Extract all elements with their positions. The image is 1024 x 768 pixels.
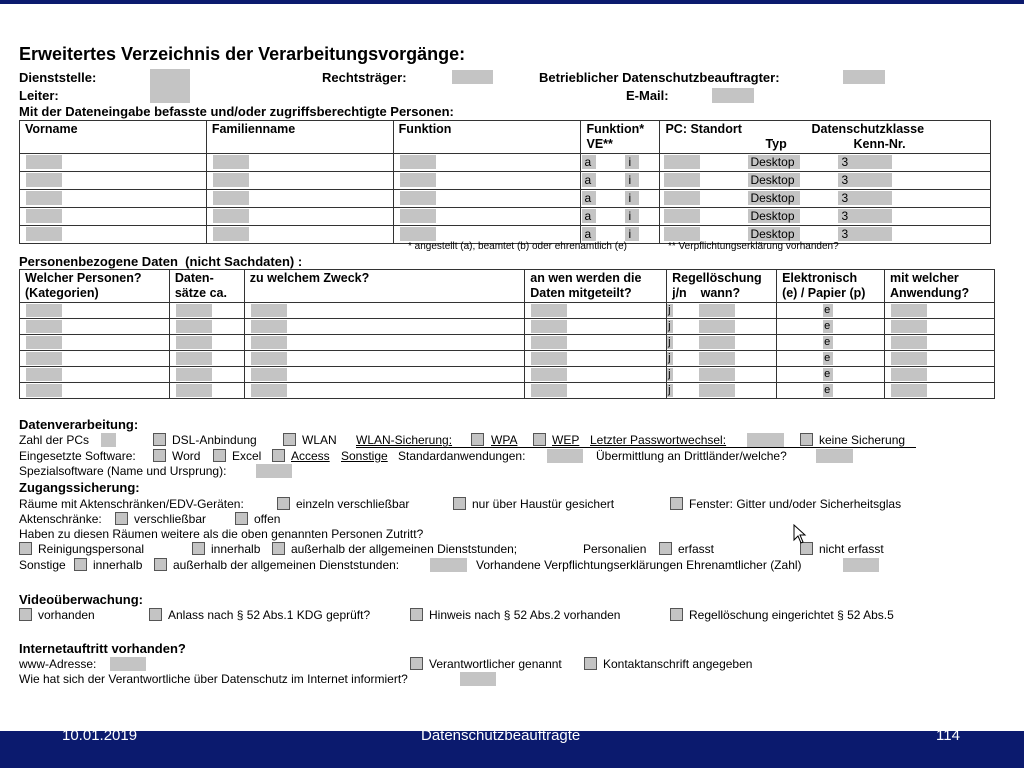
verschliessbar-label: verschließbar — [134, 512, 207, 526]
empfaenger-field[interactable] — [531, 336, 567, 349]
nicht-erfasst-label: nicht erfasst — [819, 542, 884, 556]
anwendung-cell[interactable] — [885, 319, 995, 335]
personen-field[interactable] — [26, 304, 62, 317]
pc-standort-label: PC: Standort — [665, 122, 742, 136]
typ-value: Desktop — [750, 155, 795, 169]
elektronisch-value: e — [824, 304, 831, 316]
wann-field[interactable] — [699, 304, 735, 317]
reinigung-label: Reinigungspersonal — [38, 542, 145, 556]
elektronisch-value: e — [824, 384, 831, 396]
mouse-pointer-icon — [793, 524, 807, 549]
datensaetze-field[interactable] — [176, 384, 212, 397]
h-regelloeschung: Regellöschung — [672, 271, 762, 285]
ve-i-value: i — [628, 173, 632, 187]
dsb-label: Betrieblicher Datenschutzbeauftragter: — [539, 70, 780, 85]
datensaetze-cell[interactable] — [169, 383, 244, 399]
anwendung-cell[interactable] — [885, 351, 995, 367]
daten-row — [20, 303, 995, 319]
elektronisch-cell[interactable] — [777, 367, 885, 383]
pc-standort-field[interactable] — [664, 155, 700, 169]
verschliessbar-checkbox[interactable] — [115, 512, 128, 525]
personen-cell[interactable] — [20, 319, 170, 335]
innerhalb2-checkbox[interactable] — [74, 558, 87, 571]
h-papier: (e) / Papier (p) — [782, 286, 866, 300]
col-vorname: Vorname — [20, 121, 207, 154]
anwendung-cell[interactable] — [885, 383, 995, 399]
datensaetze-field[interactable] — [176, 304, 212, 317]
regelloeschung-cell[interactable] — [667, 335, 777, 351]
wann-field[interactable] — [699, 368, 735, 381]
empfaenger-cell[interactable] — [525, 383, 667, 399]
personen-row — [20, 208, 991, 226]
h-an-wen: an wen werden die — [530, 271, 642, 285]
col-empfaenger — [525, 270, 667, 303]
funktion-cell[interactable] — [393, 172, 581, 190]
personen-row — [20, 190, 991, 208]
ve-i-value: i — [628, 227, 632, 241]
wpa-label: WPA — [491, 433, 518, 447]
pc-cell[interactable] — [660, 190, 991, 208]
zweck-cell[interactable] — [244, 303, 524, 319]
col-regelloeschung — [667, 270, 777, 303]
dsb-field[interactable] — [843, 70, 885, 84]
col-funktion: Funktion — [393, 121, 581, 154]
section2-title — [19, 254, 302, 269]
kontakt-checkbox[interactable] — [584, 657, 597, 670]
regel-label: Regellöschung eingerichtet § 52 Abs.5 — [689, 608, 894, 622]
datensaetze-field[interactable] — [176, 320, 212, 333]
dsl-checkbox[interactable] — [153, 433, 166, 446]
h-saetze: sätze ca. — [174, 286, 227, 300]
anwendung-cell[interactable] — [885, 303, 995, 319]
zahl-pcs-field[interactable] — [101, 433, 116, 447]
empfaenger-cell[interactable] — [525, 335, 667, 351]
daten-row — [20, 351, 995, 367]
note-verpflichtung: ** Verpflichtungserklärung vorhanden? — [668, 241, 839, 252]
wlan-checkbox[interactable] — [283, 433, 296, 446]
pc-cell[interactable] — [660, 154, 991, 172]
h-daten: Daten- — [174, 271, 214, 285]
wlan-sicherung-label: WLAN-Sicherung: — [356, 433, 453, 447]
empfaenger-field[interactable] — [531, 368, 567, 381]
zweck-field[interactable] — [251, 384, 287, 397]
keine-sicherung-checkbox[interactable] — [800, 433, 813, 446]
anwendung-cell[interactable] — [885, 367, 995, 383]
empfaenger-field[interactable] — [531, 384, 567, 397]
wep-label: WEP — [552, 433, 580, 447]
wann-field[interactable] — [699, 352, 735, 365]
dsl-label: DSL-Anbindung — [172, 433, 257, 447]
datensaetze-field[interactable] — [176, 352, 212, 365]
verpflichtung-label: Vorhandene Verpflichtungserklärungen Ehrenamtlicher (Zahl) — [476, 558, 802, 572]
letzter-pw-field[interactable] — [747, 433, 784, 447]
fenster-label: Fenster: Gitter und/oder Sicherheitsglas — [689, 497, 902, 511]
familienname-cell[interactable] — [206, 172, 393, 190]
jn-value: j — [668, 384, 671, 396]
access-label: Access — [291, 449, 330, 463]
col-familienname: Familienname — [206, 121, 393, 154]
reinigung-checkbox[interactable] — [19, 542, 32, 555]
funktion-ve-cell[interactable] — [581, 190, 660, 208]
pc-standort-field[interactable] — [664, 227, 700, 241]
anwendung-cell[interactable] — [885, 335, 995, 351]
email-field[interactable] — [712, 88, 754, 103]
funktion-ve-cell[interactable] — [581, 154, 660, 172]
spezial-label: Spezialsoftware (Name und Ursprung): — [19, 464, 227, 478]
empfaenger-field[interactable] — [531, 352, 567, 365]
verantwortlicher-label: Verantwortlicher genannt — [429, 657, 562, 671]
dienststelle-field[interactable] — [150, 69, 190, 103]
vorname-cell[interactable] — [20, 190, 207, 208]
wie-field[interactable] — [460, 672, 496, 686]
anwendung-field[interactable] — [891, 320, 927, 333]
video-vorhanden-checkbox[interactable] — [19, 608, 32, 621]
daten-row — [20, 335, 995, 351]
zweck-field[interactable] — [251, 352, 287, 365]
col-elektronisch — [777, 270, 885, 303]
vorname-cell[interactable] — [20, 226, 207, 244]
internet-title: Internetauftritt vorhanden? — [19, 641, 186, 656]
funktion-field[interactable] — [400, 173, 436, 187]
datensaetze-cell[interactable] — [169, 367, 244, 383]
personen-row — [20, 172, 991, 190]
datensaetze-field[interactable] — [176, 336, 212, 349]
kenn-value: 3 — [841, 173, 849, 187]
kenn-value: 3 — [841, 227, 849, 241]
jn-value: j — [668, 320, 671, 332]
typ-value: Desktop — [750, 209, 795, 223]
empfaenger-cell[interactable] — [525, 319, 667, 335]
vorname-cell[interactable] — [20, 172, 207, 190]
pc-standort-field[interactable] — [664, 209, 700, 223]
letzter-pw-label: Letzter Passwortwechsel: — [590, 433, 727, 447]
dienststelle-label: Dienststelle: — [19, 70, 97, 85]
personen-field[interactable] — [26, 352, 62, 365]
regelloeschung-cell[interactable] — [667, 367, 777, 383]
familienname-field[interactable] — [213, 191, 249, 205]
empfaenger-field[interactable] — [531, 304, 567, 317]
haben-label: Haben zu diesen Räumen weitere als die oben genannten Personen Zutritt? — [19, 527, 424, 541]
h-elektronisch: Elektronisch — [782, 271, 858, 285]
kenn-value: 3 — [841, 191, 849, 205]
personen-row — [20, 154, 991, 172]
h-personen: Welcher Personen? — [25, 271, 142, 285]
zweck-field[interactable] — [251, 336, 287, 349]
regelloeschung-cell[interactable] — [667, 383, 777, 399]
jn-value: j — [668, 368, 671, 380]
footer-page-number: 114 — [936, 727, 960, 744]
email-label: E-Mail: — [626, 88, 669, 103]
innerhalb-label: innerhalb — [211, 542, 261, 556]
elektronisch-cell[interactable] — [777, 351, 885, 367]
einzeln-label: einzeln verschließbar — [296, 497, 410, 511]
standard-field[interactable] — [547, 449, 583, 463]
fenster-checkbox[interactable] — [670, 497, 683, 510]
zweck-field[interactable] — [251, 304, 287, 317]
wann-field[interactable] — [699, 384, 735, 397]
datensaetze-cell[interactable] — [169, 335, 244, 351]
funktion-a-value: a — [584, 227, 592, 241]
ve-i-value: i — [628, 155, 632, 169]
wpa-checkbox[interactable] — [471, 433, 484, 446]
familienname-cell[interactable] — [206, 226, 393, 244]
empfaenger-cell[interactable] — [525, 351, 667, 367]
h-anwendung: Anwendung? — [890, 286, 970, 300]
funktion-field[interactable] — [400, 155, 436, 169]
vorname-field[interactable] — [26, 227, 62, 241]
uebermittlung-label: Übermittlung an Drittländer/welche? — [596, 449, 787, 463]
anwendung-field[interactable] — [891, 352, 927, 365]
jn-value: j — [668, 352, 671, 364]
personen-cell[interactable] — [20, 351, 170, 367]
note-angestellt: * angestellt (a), beamtet (b) oder ehrenamtlich (e) — [408, 241, 627, 252]
empfaenger-cell[interactable] — [525, 303, 667, 319]
personen-cell[interactable] — [20, 383, 170, 399]
funktion-ve-cell[interactable] — [581, 172, 660, 190]
kenn-value: 3 — [841, 155, 849, 169]
vorname-field[interactable] — [26, 155, 62, 169]
elektronisch-value: e — [824, 352, 831, 364]
innerhalb2-label: innerhalb — [93, 558, 143, 572]
adresse-label: www-Adresse: — [19, 657, 97, 671]
daten-table — [19, 269, 995, 399]
wann-field[interactable] — [699, 320, 735, 333]
familienname-field[interactable] — [213, 209, 249, 223]
aktenschraenke-label: Aktenschränke: — [19, 512, 102, 526]
elektronisch-cell[interactable] — [777, 383, 885, 399]
vorname-field[interactable] — [26, 209, 62, 223]
anlass-checkbox[interactable] — [149, 608, 162, 621]
regelloeschung-cell[interactable] — [667, 319, 777, 335]
regelloeschung-cell[interactable] — [667, 351, 777, 367]
ve-i-value: i — [628, 209, 632, 223]
zweck-field[interactable] — [251, 368, 287, 381]
personen-table — [19, 120, 991, 244]
offen-checkbox[interactable] — [235, 512, 248, 525]
anlass-label: Anlass nach § 52 Abs.1 KDG geprüft? — [168, 608, 371, 622]
zweck-cell[interactable] — [244, 367, 524, 383]
daten-row — [20, 367, 995, 383]
jn-value: j — [668, 304, 671, 316]
familienname-cell[interactable] — [206, 190, 393, 208]
hinweis-checkbox[interactable] — [410, 608, 423, 621]
empfaenger-cell[interactable] — [525, 367, 667, 383]
anwendung-field[interactable] — [891, 368, 927, 381]
word-label: Word — [172, 449, 201, 463]
ve-i-value: i — [628, 191, 632, 205]
personen-field[interactable] — [26, 384, 62, 397]
anwendung-field[interactable] — [891, 384, 927, 397]
uebermittlung-field[interactable] — [816, 449, 853, 463]
vorname-field[interactable] — [26, 173, 62, 187]
section2-sub: (nicht Sachdaten) : — [185, 254, 303, 269]
ausserhalb2-checkbox[interactable] — [154, 558, 167, 571]
col-anwendung — [885, 270, 995, 303]
col-datensaetze — [169, 270, 244, 303]
software-label: Eingesetzte Software: — [19, 449, 136, 463]
zugang-title: Zugangssicherung: — [19, 480, 140, 495]
video-vorhanden-label: vorhanden — [38, 608, 95, 622]
col-pc — [660, 121, 991, 154]
verantwortlicher-checkbox[interactable] — [410, 657, 423, 670]
datensaetze-field[interactable] — [176, 368, 212, 381]
daten-row — [20, 383, 995, 399]
typ-value: Desktop — [750, 173, 795, 187]
sonstige-zutritt-label: Sonstige — [19, 558, 66, 572]
h-jn: j/n — [672, 286, 687, 300]
daten-row — [20, 319, 995, 335]
funktion-a-value: a — [584, 191, 592, 205]
empfaenger-field[interactable] — [531, 320, 567, 333]
pc-cell[interactable] — [660, 172, 991, 190]
h-kategorien: (Kategorien) — [25, 286, 99, 300]
personen-cell[interactable] — [20, 367, 170, 383]
familienname-field[interactable] — [213, 173, 249, 187]
typ-label: Typ — [765, 137, 787, 151]
standard-label: Standardanwendungen: — [398, 449, 526, 463]
wlan-underline — [356, 447, 916, 448]
pc-cell[interactable] — [660, 208, 991, 226]
familienname-cell[interactable] — [206, 154, 393, 172]
verpflichtung-field[interactable] — [843, 558, 879, 572]
zweck-cell[interactable] — [244, 383, 524, 399]
vorname-cell[interactable] — [20, 154, 207, 172]
kenn-label: Kenn-Nr. — [853, 137, 906, 151]
sonstige-software-label: Sonstige — [341, 449, 388, 463]
video-title: Videoüberwachung: — [19, 592, 143, 607]
personen-cell[interactable] — [20, 335, 170, 351]
adresse-field[interactable] — [110, 657, 146, 671]
wie-label: Wie hat sich der Verantwortliche über Datenschutz im Internet informiert? — [19, 672, 408, 686]
haustuer-checkbox[interactable] — [453, 497, 466, 510]
zweck-cell[interactable] — [244, 351, 524, 367]
regelloeschung-cell[interactable] — [667, 303, 777, 319]
personen-field[interactable] — [26, 320, 62, 333]
zahl-pcs-label: Zahl der PCs — [19, 433, 90, 447]
ausserhalb-checkbox[interactable] — [272, 542, 285, 555]
col-personen — [20, 270, 170, 303]
elektronisch-value: e — [824, 368, 831, 380]
keine-sicherung-label: keine Sicherung — [819, 433, 906, 447]
datensaetze-cell[interactable] — [169, 351, 244, 367]
funktion-field[interactable] — [400, 209, 436, 223]
wann-field[interactable] — [699, 336, 735, 349]
funktion-ve-cell[interactable] — [581, 208, 660, 226]
anwendung-field[interactable] — [891, 304, 927, 317]
funktion-cell[interactable] — [393, 190, 581, 208]
elektronisch-value: e — [824, 320, 831, 332]
pc-standort-field[interactable] — [664, 173, 700, 187]
section2-title-text: Personenbezogene Daten — [19, 254, 178, 269]
familienname-field[interactable] — [213, 155, 249, 169]
h-wann: wann? — [700, 286, 741, 300]
zweck-cell[interactable] — [244, 335, 524, 351]
ausserhalb2-field[interactable] — [430, 558, 467, 572]
word-checkbox[interactable] — [153, 449, 166, 462]
spezial-field[interactable] — [256, 464, 292, 478]
footer-title: Datenschutzbeauftragte — [421, 727, 581, 744]
funktion-cell[interactable] — [393, 208, 581, 226]
datenverarbeitung-title: Datenverarbeitung: — [19, 417, 139, 432]
offen-label: offen — [254, 512, 281, 526]
excel-checkbox[interactable] — [213, 449, 226, 462]
personen-field[interactable] — [26, 368, 62, 381]
hinweis-label: Hinweis nach § 52 Abs.2 vorhanden — [429, 608, 621, 622]
dsk-label: Datenschutzklasse — [811, 122, 925, 136]
datensaetze-cell[interactable] — [169, 319, 244, 335]
rechtstraeger-field[interactable] — [452, 70, 493, 84]
pc-standort-field[interactable] — [664, 191, 700, 205]
personen-field[interactable] — [26, 336, 62, 349]
personen-label: Mit der Dateneingabe befasste und/oder zugriffsberechtigte Personen: — [19, 104, 454, 119]
excel-label: Excel — [232, 449, 262, 463]
ausserhalb2-label: außerhalb der allgemeinen Dienststunden: — [173, 558, 400, 572]
vorname-cell[interactable] — [20, 208, 207, 226]
h-mit-welcher: mit welcher — [890, 271, 959, 285]
regel-checkbox[interactable] — [670, 608, 683, 621]
wlan-label: WLAN — [302, 433, 337, 447]
raeume-label: Räume mit Aktenschränken/EDV-Geräten: — [19, 497, 244, 511]
personalien-label: Personalien — [583, 542, 647, 556]
kenn-value: 3 — [841, 209, 849, 223]
h-mitgeteilt: Daten mitgeteilt? — [530, 286, 632, 300]
kontakt-label: Kontaktanschrift angegeben — [603, 657, 753, 671]
funktion-field[interactable] — [400, 227, 436, 241]
anwendung-field[interactable] — [891, 336, 927, 349]
funktion-a-value: a — [584, 209, 592, 223]
ve-label: VE** — [586, 137, 613, 151]
zweck-cell[interactable] — [244, 319, 524, 335]
access-checkbox[interactable] — [272, 449, 285, 462]
erfasst-label: erfasst — [678, 542, 715, 556]
typ-value: Desktop — [750, 191, 795, 205]
col-zweck: zu welchem Zweck? — [244, 270, 524, 303]
wep-checkbox[interactable] — [533, 433, 546, 446]
funktion-a-value: a — [584, 155, 592, 169]
jn-value: j — [668, 336, 671, 348]
innerhalb-checkbox[interactable] — [192, 542, 205, 555]
funktion-cell[interactable] — [393, 154, 581, 172]
familienname-cell[interactable] — [206, 208, 393, 226]
page-title: Erweitertes Verzeichnis der Verarbeitungsvorgänge: — [19, 44, 466, 64]
funktion-a-value: a — [584, 173, 592, 187]
rechtstraeger-label: Rechtsträger: — [322, 70, 407, 85]
typ-value: Desktop — [750, 227, 795, 241]
zweck-field[interactable] — [251, 320, 287, 333]
erfasst-checkbox[interactable] — [659, 542, 672, 555]
elektronisch-value: e — [824, 336, 831, 348]
top-frame-bar — [0, 0, 1024, 4]
funktion-star-label: Funktion* — [586, 122, 645, 136]
einzeln-checkbox[interactable] — [277, 497, 290, 510]
haustuer-label: nur über Haustür gesichert — [472, 497, 615, 511]
personen-cell[interactable] — [20, 303, 170, 319]
funktion-field[interactable] — [400, 191, 436, 205]
footer-date: 10.01.2019 — [62, 727, 138, 744]
elektronisch-cell[interactable] — [777, 335, 885, 351]
vorname-field[interactable] — [26, 191, 62, 205]
leiter-label: Leiter: — [19, 88, 59, 103]
ausserhalb-label: außerhalb der allgemeinen Dienststunden; — [291, 542, 518, 556]
elektronisch-cell[interactable] — [777, 303, 885, 319]
col-funktion-ve — [581, 121, 660, 154]
datensaetze-cell[interactable] — [169, 303, 244, 319]
elektronisch-cell[interactable] — [777, 319, 885, 335]
familienname-field[interactable] — [213, 227, 249, 241]
